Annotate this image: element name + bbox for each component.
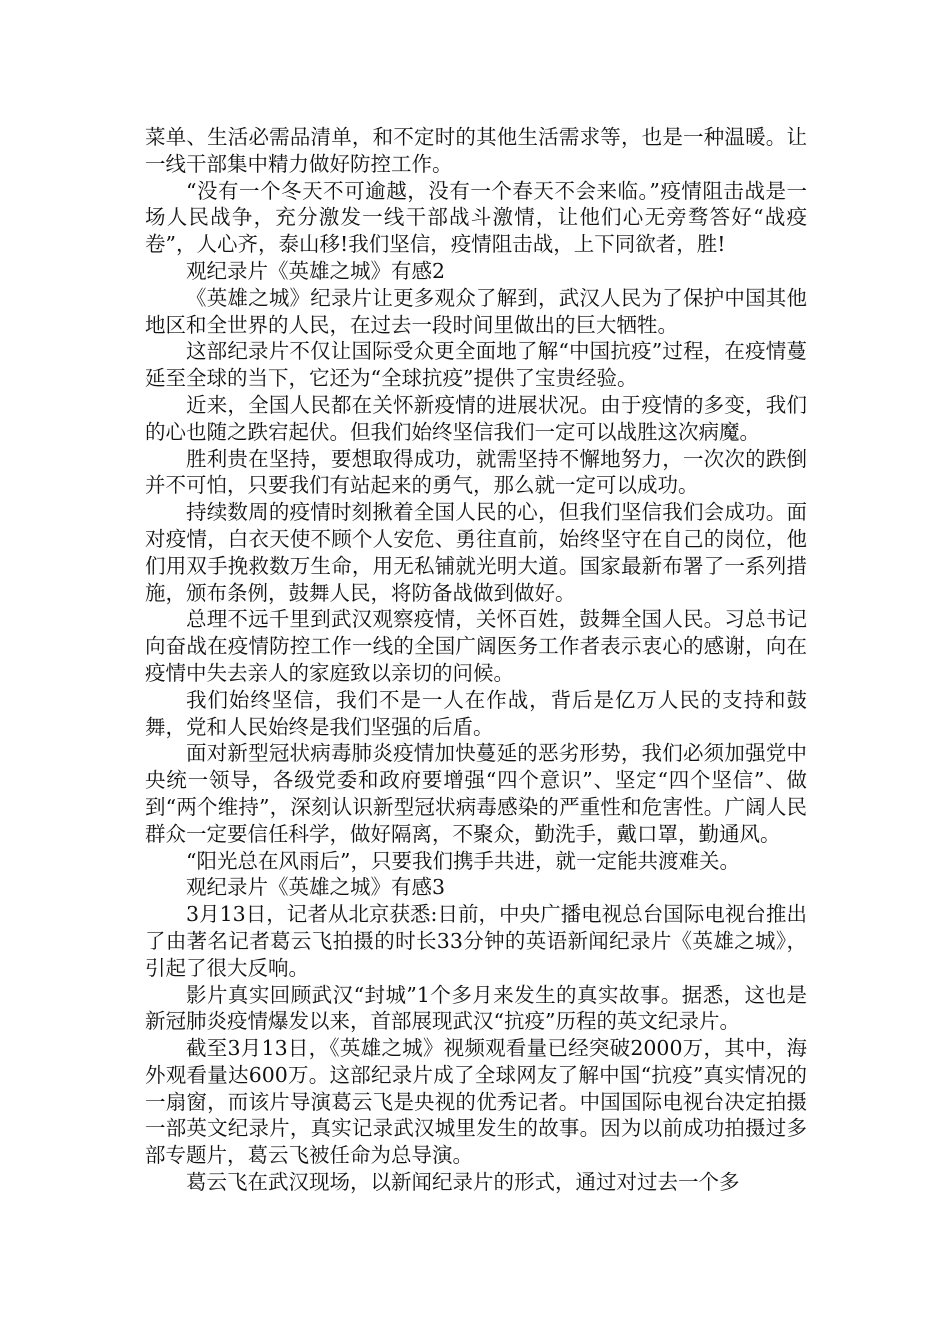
document-page [145, 124, 807, 1196]
paragraph-4: 这部纪录片不仅让国际受众更全面地了解“中国抗疫”过程，在疫情蔓延至全球的当下，它还为“全球抗疫”提供了宝贵经验。 [145, 339, 807, 391]
paragraph-1: 菜单、生活必需品清单，和不定时的其他生活需求等，也是一种温暖。让一线干部集中精力做好防控工作。 [145, 125, 807, 176]
paragraph-6: 胜利贵在坚持，要想取得成功，就需坚持不懈地努力，一次次的跌倒并不可怕，只要我们有站起来的勇气，那么就一定可以成功。 [145, 446, 807, 498]
section-heading-2: 观纪录片《英雄之城》有感2 [186, 258, 446, 283]
paragraph-7: 持续数周的疫情时刻揪着全国人民的心，但我们坚信我们会成功。面对疫情，白衣天使不顾个人安危、勇往直前，始终坚守在自己的岗位，他们用双手挽救数万生命，用无私铺就光明大道。国家最新布署了一系列措施，颁布条例，鼓舞人民，将防备战做到做好。 [145, 500, 807, 605]
paragraph-13: 影片真实回顾武汉“封城”1个多月来发生的真实故事。据悉，这也是新冠肺炎疫情爆发以来，首部展现武汉“抗疫”历程的英文纪录片。 [145, 982, 807, 1034]
paragraph-2: “没有一个冬天不可逾越，没有一个春天不会来临。”疫情阻击战是一场人民战争，充分激发一线干部战斗激情，让他们心无旁骛答好“战疫卷”，人心齐，泰山移!我们坚信，疫情阻击战，上下同欲者，胜! [145, 178, 807, 257]
paragraph-12: 3月13日，记者从北京获悉:日前，中央广播电视总台国际电视台推出了由著名记者葛云飞拍摄的时长33分钟的英语新闻纪录片《英雄之城》，引起了很大反响。 [145, 902, 807, 980]
section-heading-3: 观纪录片《英雄之城》有感3 [186, 875, 446, 900]
paragraph-8: 总理不远千里到武汉观察疫情，关怀百姓，鼓舞全国人民。习总书记向奋战在疫情防控工作一线的全国广阔医务工作者表示衷心的感谢，向在疫情中失去亲人的家庭致以亲切的问候。 [145, 607, 807, 685]
paragraph-11: “阳光总在风雨后”，只要我们携手共进，就一定能共渡难关。 [186, 848, 740, 873]
paragraph-3: 《英雄之城》纪录片让更多观众了解到，武汉人民为了保护中国其他地区和全世界的人民，在过去一段时间里做出的巨大牺牲。 [145, 285, 807, 337]
paragraph-9: 我们始终坚信，我们不是一人在作战，背后是亿万人民的支持和鼓舞，党和人民始终是我们坚强的后盾。 [145, 687, 807, 739]
paragraph-15: 葛云飞在武汉现场，以新闻纪录片的形式，通过对过去一个多 [186, 1170, 740, 1195]
paragraph-14: 截至3月13日，《英雄之城》视频观看量已经突破2000万，其中，海外观看量达600万。这部纪录片成了全球网友了解中国“抗疫”真实情况的一扇窗，而该片导演葛云飞是央视的优秀记者。中国国际电视台决定拍摄一部英文纪录片，真实记录武汉城里发生的故事。因为以前成功拍摄过多部专题片，葛云飞被任命为总导演。 [145, 1036, 807, 1168]
paragraph-5: 近来，全国人民都在关怀新疫情的进展状况。由于疫情的多变，我们的心也随之跌宕起伏。但我们始终坚信我们一定可以战胜这次病魔。 [145, 392, 807, 444]
paragraph-10: 面对新型冠状病毒肺炎疫情加快蔓延的恶劣形势，我们必须加强党中央统一领导，各级党委和政府要增强“四个意识”、坚定“四个坚信”、做到“两个维持”，深刻认识新型冠状病毒感染的严重性和危害性。广阔人民群众一定要信任科学，做好隔离，不聚众，勤洗手，戴口罩，勤通风。 [145, 741, 807, 846]
